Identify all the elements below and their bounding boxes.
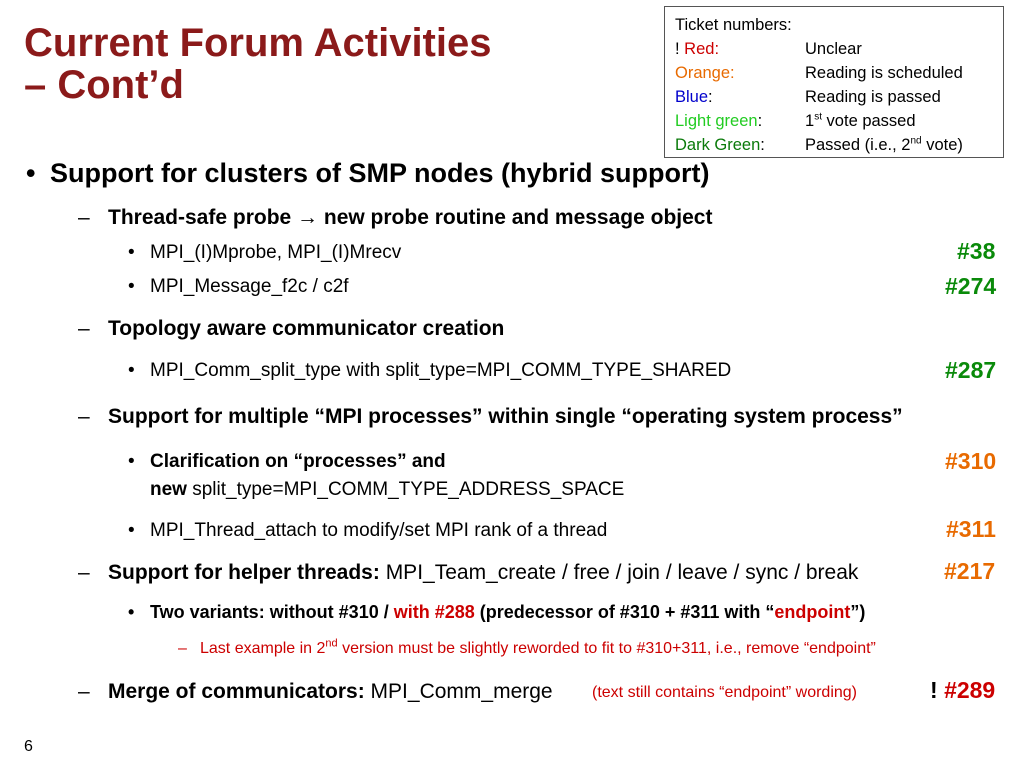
attach-text: MPI_Thread_attach to modify/set MPI rank of a thread [150, 520, 608, 541]
clarification-text-b: split_type=MPI_COMM_TYPE_ADDRESS_SPACE [186, 479, 625, 500]
dash-marker: – [78, 405, 90, 428]
clarification-new: new [150, 479, 187, 500]
bullet-hybrid-text: Support for clusters of SMP nodes (hybrid support) [50, 158, 710, 188]
bullet-dot: • [128, 360, 135, 381]
item-split-type [128, 360, 731, 382]
sub-helper [78, 561, 858, 585]
dash-marker: – [78, 680, 90, 703]
bullet-dot: • [128, 242, 135, 263]
merge-text: MPI_Comm_merge [364, 680, 553, 703]
dash-marker: – [178, 640, 187, 657]
legend-orange-desc: Reading is scheduled [805, 64, 963, 82]
dg-desc-b: vote) [921, 136, 963, 154]
ticket-274: #274 [945, 273, 997, 299]
ticket-289-prefix: ! [930, 677, 945, 703]
lg-desc-sup: st [814, 111, 822, 123]
item-attach [128, 520, 607, 542]
dash-marker: – [78, 561, 90, 584]
bullet-dot: • [128, 451, 135, 472]
dg-desc-a: Passed (i.e., 2 [805, 136, 911, 154]
legend-lightgreen-suffix: : [757, 112, 763, 130]
dash-marker: – [78, 317, 90, 340]
message-text: MPI_Message_f2c / c2f [150, 276, 349, 297]
title-line-1: Current Forum Activities [24, 21, 492, 65]
legend-orange-label: Orange: [675, 64, 735, 82]
variants-with-288: with #288 [393, 602, 475, 622]
ticket-287: #287 [945, 357, 997, 383]
item-clarification [128, 451, 446, 473]
variants-text-b: (predecessor of #310 + #311 with “ [474, 602, 775, 622]
last-text-b: version must be slightly reworded to fit to #310+311, i.e., remove “endpoint” [337, 640, 876, 657]
title-line-2: – Cont’d [24, 63, 184, 107]
legend-red-label: Red: [684, 40, 720, 58]
sub-multiple [78, 405, 903, 429]
legend-red-prefix: ! [675, 40, 685, 58]
last-sup: nd [325, 637, 338, 650]
variants-text-a: Two variants: without #310 / [150, 602, 394, 622]
ticket-311: #311 [946, 516, 996, 542]
lg-desc-a: 1 [805, 112, 815, 130]
bullet-dot: • [128, 520, 135, 541]
probe-text-a: Thread-safe probe [108, 206, 298, 229]
lg-desc-b: vote passed [821, 112, 916, 130]
legend-lightgreen-label: Light green [675, 112, 758, 130]
ticket-289-number: #289 [944, 677, 996, 703]
helper-text: MPI_Team_create / free / join / leave / sync / break [379, 561, 859, 584]
legend-darkgreen-label: Dark Green [675, 136, 761, 154]
ticket-38: #38 [957, 238, 996, 264]
item-variants [128, 602, 865, 623]
probe-text-b: new probe routine and message object [318, 206, 713, 229]
split-type-text: MPI_Comm_split_type with split_type=MPI_COMM_TYPE_SHARED [150, 360, 732, 381]
sub-merge [78, 680, 553, 704]
ticket-289 [930, 677, 995, 704]
mprobe-text: MPI_(I)Mprobe, MPI_(I)Mrecv [150, 242, 402, 263]
item-message [128, 276, 349, 298]
legend-blue-suffix: : [708, 88, 713, 106]
bullet-dot: • [128, 602, 135, 622]
legend-darkgreen-suffix: : [760, 136, 765, 154]
merge-text-bold: Merge of communicators: [108, 680, 365, 703]
right-arrow-icon: → [297, 206, 319, 229]
sub-topology [78, 317, 504, 341]
ticket-310: #310 [945, 448, 997, 474]
sub-probe [78, 206, 712, 230]
multiple-text: Support for multiple “MPI processes” within single “operating system process” [108, 405, 903, 428]
variants-endpoint: endpoint [774, 602, 851, 622]
dg-desc-sup: nd [910, 135, 922, 147]
dash-marker: – [78, 206, 90, 229]
item-mprobe [128, 242, 401, 264]
item-clarification-line2 [150, 479, 624, 501]
variants-text-c: ”) [850, 602, 866, 622]
item-last-example [178, 637, 876, 658]
last-text-a: Last example in 2 [200, 640, 326, 657]
topology-text: Topology aware communicator creation [108, 317, 505, 340]
bullet-hybrid [26, 158, 710, 189]
page-number: 6 [24, 738, 33, 755]
merge-note: (text still contains “endpoint” wording) [592, 684, 858, 701]
bullet-dot: • [128, 276, 135, 297]
legend-heading: Ticket numbers: [675, 16, 792, 34]
legend-red-desc: Unclear [805, 40, 862, 58]
ticket-217: #217 [944, 558, 996, 584]
bullet-dot: • [26, 158, 36, 188]
legend-blue-desc: Reading is passed [805, 88, 941, 106]
helper-text-bold: Support for helper threads: [108, 561, 380, 584]
clarification-text-a: Clarification on “processes” and [150, 451, 446, 472]
legend-blue-label: Blue [675, 88, 709, 106]
